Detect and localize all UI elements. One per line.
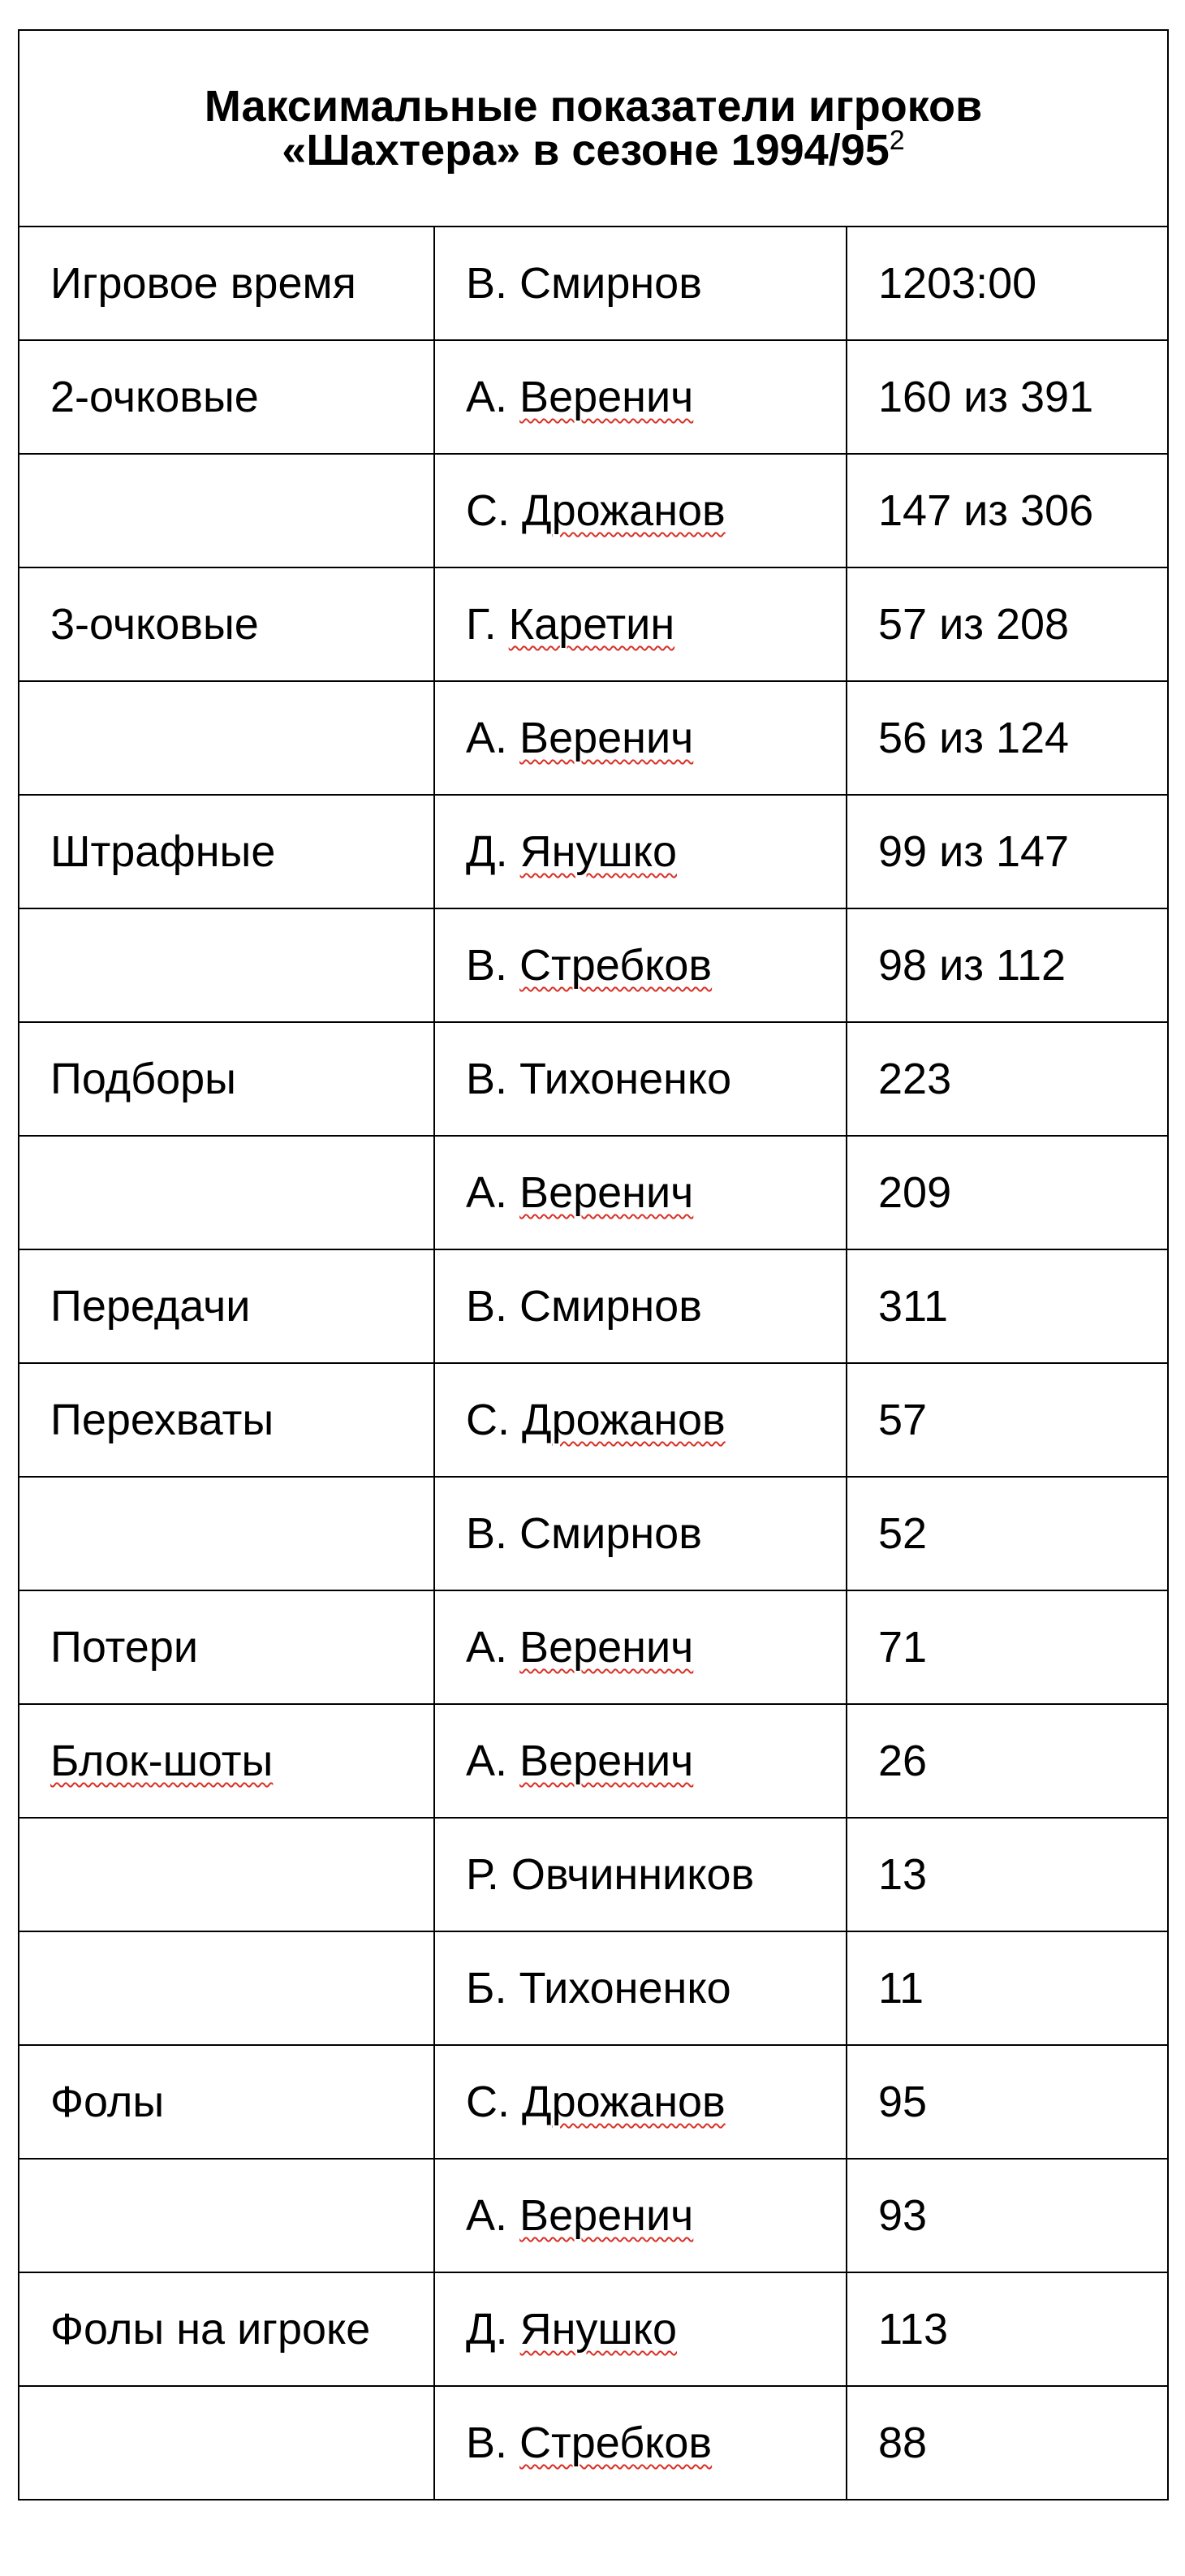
category-cell bbox=[19, 1022, 434, 1136]
stat-value: 52 bbox=[878, 1509, 928, 1558]
category-cell bbox=[19, 1249, 434, 1363]
player-initial: А. bbox=[466, 1168, 508, 1217]
table-row bbox=[19, 1136, 1168, 1249]
player-initial: А. bbox=[466, 2191, 508, 2240]
stat-value: 98 из 112 bbox=[878, 941, 1066, 990]
player-initial: С. bbox=[466, 2078, 510, 2126]
category-label: 2-очковые bbox=[50, 373, 259, 421]
table-row bbox=[19, 2159, 1168, 2272]
stat-value: 113 bbox=[878, 2305, 949, 2354]
value-cell bbox=[847, 1136, 1168, 1249]
player-cell bbox=[434, 340, 847, 454]
table-row bbox=[19, 2045, 1168, 2159]
stat-value: 223 bbox=[878, 1055, 952, 1103]
stat-value: 99 из 147 bbox=[878, 827, 1070, 876]
category-cell bbox=[19, 1931, 434, 2045]
value-cell bbox=[847, 1704, 1168, 1818]
player-cell bbox=[434, 1704, 847, 1818]
category-cell bbox=[19, 795, 434, 908]
player-surname: Смирнов bbox=[519, 1509, 702, 1558]
category-label: Игровое время bbox=[50, 259, 356, 308]
category-cell bbox=[19, 1704, 434, 1818]
player-initial: Г. bbox=[466, 600, 497, 649]
player-cell bbox=[434, 681, 847, 795]
stat-value: 88 bbox=[878, 2419, 928, 2467]
category-label: Подборы bbox=[50, 1055, 236, 1103]
value-cell bbox=[847, 340, 1168, 454]
table-title-line-1: Максимальные показатели игроков bbox=[204, 82, 983, 131]
value-cell bbox=[847, 2272, 1168, 2386]
player-initial: А. bbox=[466, 714, 508, 762]
category-cell bbox=[19, 2272, 434, 2386]
player-initial: Д. bbox=[466, 827, 508, 876]
stat-value: 26 bbox=[878, 1737, 928, 1785]
player-cell bbox=[434, 1136, 847, 1249]
player-initial: В. bbox=[466, 941, 508, 990]
player-surname: Каретин bbox=[508, 600, 675, 649]
player-surname: Дрожанов bbox=[522, 1396, 726, 1444]
player-surname: Янушко bbox=[519, 827, 677, 876]
table-title-line-2 bbox=[19, 125, 1167, 175]
value-cell bbox=[847, 227, 1168, 340]
player-surname: Стребков bbox=[519, 941, 713, 990]
value-cell bbox=[847, 1931, 1168, 2045]
player-cell bbox=[434, 908, 847, 1022]
value-cell bbox=[847, 1249, 1168, 1363]
player-surname: Веренич bbox=[519, 1623, 694, 1672]
player-surname: Смирнов bbox=[519, 1282, 702, 1331]
footnote-marker: 2 bbox=[889, 125, 905, 156]
player-cell bbox=[434, 2045, 847, 2159]
player-cell bbox=[434, 2272, 847, 2386]
player-cell bbox=[434, 454, 847, 567]
player-surname: Веренич bbox=[519, 1168, 694, 1217]
category-label: Штрафные bbox=[50, 827, 276, 876]
player-cell bbox=[434, 1249, 847, 1363]
player-initial: Б. bbox=[466, 1964, 507, 2013]
player-surname: Стребков bbox=[519, 2419, 713, 2467]
stat-value: 160 из 391 bbox=[878, 373, 1094, 421]
category-cell bbox=[19, 2386, 434, 2500]
stat-value: 95 bbox=[878, 2078, 928, 2126]
player-surname: Дрожанов bbox=[522, 486, 726, 535]
stat-value: 57 bbox=[878, 1396, 928, 1444]
player-cell bbox=[434, 1477, 847, 1590]
player-surname: Тихоненко bbox=[519, 1055, 732, 1103]
category-label: Фолы на игроке bbox=[50, 2305, 371, 2354]
player-surname: Янушко bbox=[519, 2305, 677, 2354]
category-cell bbox=[19, 1818, 434, 1931]
stat-value: 147 из 306 bbox=[878, 486, 1094, 535]
category-cell bbox=[19, 1477, 434, 1590]
table-row bbox=[19, 2386, 1168, 2500]
table-row bbox=[19, 1704, 1168, 1818]
table-row bbox=[19, 1818, 1168, 1931]
value-cell bbox=[847, 454, 1168, 567]
player-initial: А. bbox=[466, 373, 508, 421]
table-row bbox=[19, 1590, 1168, 1704]
player-initial: В. bbox=[466, 1509, 508, 1558]
category-cell bbox=[19, 1590, 434, 1704]
category-cell bbox=[19, 2045, 434, 2159]
stat-value: 56 из 124 bbox=[878, 714, 1070, 762]
player-initial: С. bbox=[466, 486, 510, 535]
category-cell bbox=[19, 681, 434, 795]
table-row bbox=[19, 1477, 1168, 1590]
table-row bbox=[19, 908, 1168, 1022]
player-surname: Тихоненко bbox=[519, 1964, 731, 2013]
stat-value: 71 bbox=[878, 1623, 928, 1672]
category-label: Перехваты bbox=[50, 1396, 274, 1444]
player-initial: А. bbox=[466, 1737, 508, 1785]
player-cell bbox=[434, 1363, 847, 1477]
value-cell bbox=[847, 908, 1168, 1022]
stat-value: 1203:00 bbox=[878, 259, 1037, 308]
player-cell bbox=[434, 2159, 847, 2272]
player-surname: Смирнов bbox=[519, 259, 702, 308]
value-cell bbox=[847, 1363, 1168, 1477]
table-row bbox=[19, 567, 1168, 681]
stat-value: 57 из 208 bbox=[878, 600, 1070, 649]
category-cell bbox=[19, 227, 434, 340]
player-surname: Дрожанов bbox=[522, 2078, 726, 2126]
value-cell bbox=[847, 1590, 1168, 1704]
table-row bbox=[19, 1022, 1168, 1136]
player-surname: Веренич bbox=[519, 373, 694, 421]
value-cell bbox=[847, 1818, 1168, 1931]
player-surname: Веренич bbox=[519, 714, 694, 762]
table-row bbox=[19, 681, 1168, 795]
value-cell bbox=[847, 2386, 1168, 2500]
player-cell bbox=[434, 795, 847, 908]
player-initial: В. bbox=[466, 259, 508, 308]
table-body bbox=[19, 227, 1168, 2500]
player-surname: Овчинников bbox=[511, 1850, 755, 1899]
table-row bbox=[19, 454, 1168, 567]
category-label: Блок-шоты bbox=[50, 1737, 274, 1785]
player-initial: В. bbox=[466, 2419, 508, 2467]
category-label: Передачи bbox=[50, 1282, 251, 1331]
category-label: Фолы bbox=[50, 2078, 165, 2126]
stat-value: 311 bbox=[878, 1282, 949, 1331]
stat-value: 11 bbox=[878, 1964, 924, 2013]
player-cell bbox=[434, 227, 847, 340]
table-row bbox=[19, 1363, 1168, 1477]
player-initial: В. bbox=[466, 1282, 508, 1331]
player-initial: А. bbox=[466, 1623, 508, 1672]
value-cell bbox=[847, 1477, 1168, 1590]
stat-value: 93 bbox=[878, 2191, 928, 2240]
table-row bbox=[19, 1931, 1168, 2045]
player-cell bbox=[434, 1931, 847, 2045]
category-cell bbox=[19, 1363, 434, 1477]
table-row bbox=[19, 2272, 1168, 2386]
player-cell bbox=[434, 1590, 847, 1704]
table-row bbox=[19, 1249, 1168, 1363]
category-cell bbox=[19, 1136, 434, 1249]
player-cell bbox=[434, 1022, 847, 1136]
category-cell bbox=[19, 908, 434, 1022]
table-title-season: «Шахтера» в сезоне 1994/95 bbox=[282, 126, 890, 175]
player-cell bbox=[434, 567, 847, 681]
category-cell bbox=[19, 454, 434, 567]
player-cell bbox=[434, 1818, 847, 1931]
category-cell bbox=[19, 340, 434, 454]
table-title bbox=[19, 30, 1168, 227]
table-row bbox=[19, 340, 1168, 454]
player-initial: Р. bbox=[466, 1850, 499, 1899]
player-cell bbox=[434, 2386, 847, 2500]
value-cell bbox=[847, 681, 1168, 795]
category-cell bbox=[19, 2159, 434, 2272]
value-cell bbox=[847, 2045, 1168, 2159]
value-cell bbox=[847, 795, 1168, 908]
player-initial: В. bbox=[466, 1055, 508, 1103]
player-surname: Веренич bbox=[519, 2191, 694, 2240]
player-stats-table bbox=[18, 29, 1169, 2500]
player-surname: Веренич bbox=[519, 1737, 694, 1785]
table-row bbox=[19, 795, 1168, 908]
player-initial: Д. bbox=[466, 2305, 508, 2354]
stat-value: 209 bbox=[878, 1168, 952, 1217]
value-cell bbox=[847, 2159, 1168, 2272]
stat-value: 13 bbox=[878, 1850, 928, 1899]
value-cell bbox=[847, 567, 1168, 681]
category-cell bbox=[19, 567, 434, 681]
table-row bbox=[19, 227, 1168, 340]
category-label: 3-очковые bbox=[50, 600, 259, 649]
player-initial: С. bbox=[466, 1396, 510, 1444]
value-cell bbox=[847, 1022, 1168, 1136]
category-label: Потери bbox=[50, 1623, 199, 1672]
